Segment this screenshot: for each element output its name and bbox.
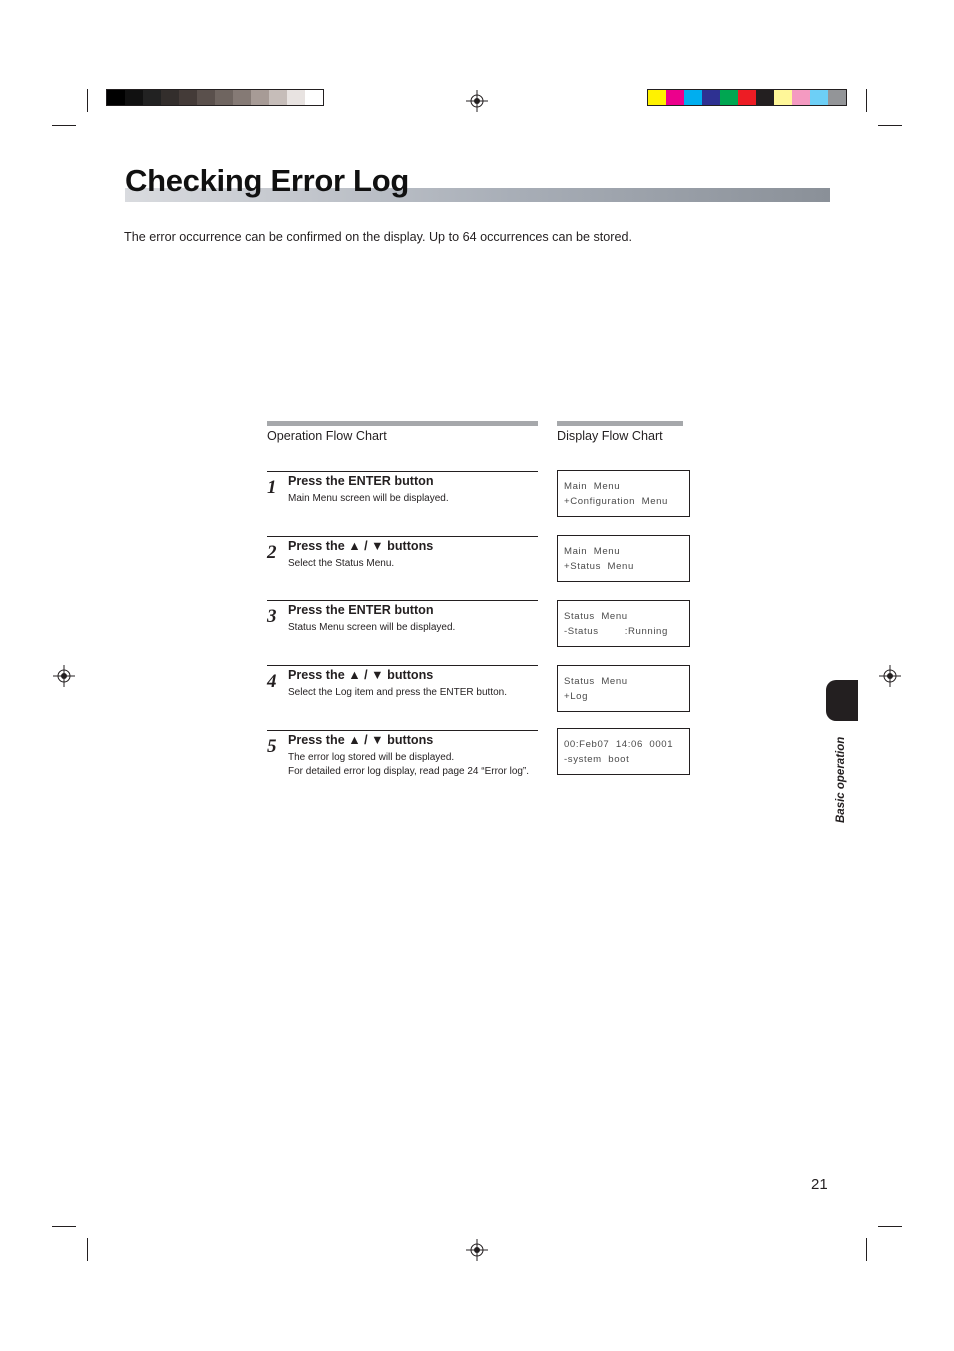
display-screen-4 [557,665,690,712]
display-screen-2 [557,535,690,582]
color-swatch [161,90,179,105]
step-description-line: Select the Status Menu. [288,558,395,569]
display-screen-3 [557,600,690,647]
step-title: Press the ▲ / ▼ buttons [288,539,434,553]
step-number: 5 [267,736,277,757]
step-title: Press the ENTER button [288,474,434,488]
display-line-1: Main Menu [564,546,621,557]
step-title: Press the ENTER button [288,603,434,617]
color-swatch [233,90,251,105]
display-line-2: +Configuration Menu [564,496,668,507]
section-tab [826,680,858,721]
display-line-2: +Log [564,691,589,702]
page-number: 21 [811,1176,828,1193]
crop-mark [87,89,88,112]
step-5 [267,730,538,790]
step-number: 1 [267,477,277,498]
step-description [288,621,455,635]
display-line-2: -system boot [564,754,630,765]
color-swatch [305,90,323,105]
color-swatch [269,90,287,105]
color-swatch [125,90,143,105]
display-line-1: Status Menu [564,611,628,622]
color-swatch [179,90,197,105]
color-swatch [774,90,792,105]
color-swatch [107,90,125,105]
crop-mark [87,1238,88,1261]
registration-mark-icon [53,665,75,687]
step-1 [267,471,538,531]
step-description [288,557,394,571]
step-description-line: The error log stored will be displayed. [288,752,455,763]
color-swatch [756,90,774,105]
color-swatch [287,90,305,105]
intro-text: The error occurrence can be confirmed on the display. Up to 64 occurrences can be stored. [124,230,632,244]
crop-mark [866,1238,867,1261]
registration-mark-icon [466,90,488,112]
page-title: Checking Error Log [125,163,409,198]
display-line-1: Status Menu [564,676,628,687]
color-swatch [215,90,233,105]
grayscale-bar [106,89,324,106]
step-number: 4 [267,671,277,692]
step-description-line: For detailed error log display, read page 24 “Error log”. [288,766,530,777]
step-number: 3 [267,606,277,627]
color-swatch [666,90,684,105]
color-swatch [702,90,720,105]
display-column-rule [557,421,683,426]
color-swatch [197,90,215,105]
crop-mark [52,1226,76,1227]
operation-column-heading: Operation Flow Chart [267,429,387,443]
step-title: Press the ▲ / ▼ buttons [288,668,434,682]
step-description-line: Status Menu screen will be displayed. [288,622,456,633]
step-description-line: Main Menu screen will be displayed. [288,493,449,504]
section-tab-label: Basic operation [835,736,847,823]
color-swatch [792,90,810,105]
color-swatch [810,90,828,105]
crop-mark [866,89,867,112]
display-line-1: Main Menu [564,481,621,492]
color-swatch [828,90,846,105]
step-description [288,751,529,779]
color-swatch [738,90,756,105]
step-description [288,686,507,700]
step-2 [267,536,538,596]
display-line-1: 00:Feb07 14:06 0001 [564,739,674,750]
registration-mark-icon [466,1239,488,1261]
color-swatch [648,90,666,105]
step-description-line: Select the Log item and press the ENTER button. [288,687,508,698]
display-screen-1 [557,470,690,517]
step-title: Press the ▲ / ▼ buttons [288,733,434,747]
step-number: 2 [267,542,277,563]
display-column-heading: Display Flow Chart [557,429,663,443]
color-swatch [684,90,702,105]
color-bar [647,89,847,106]
display-line-2: -Status :Running [564,626,668,637]
operation-column-rule [267,421,538,426]
step-4 [267,665,538,725]
display-screen-5 [557,728,690,775]
step-3 [267,600,538,660]
step-description [288,492,449,506]
crop-mark [878,1226,902,1227]
crop-mark [878,125,902,126]
crop-mark [52,125,76,126]
display-line-2: +Status Menu [564,561,634,572]
color-swatch [251,90,269,105]
registration-mark-icon [879,665,901,687]
color-swatch [720,90,738,105]
color-swatch [143,90,161,105]
